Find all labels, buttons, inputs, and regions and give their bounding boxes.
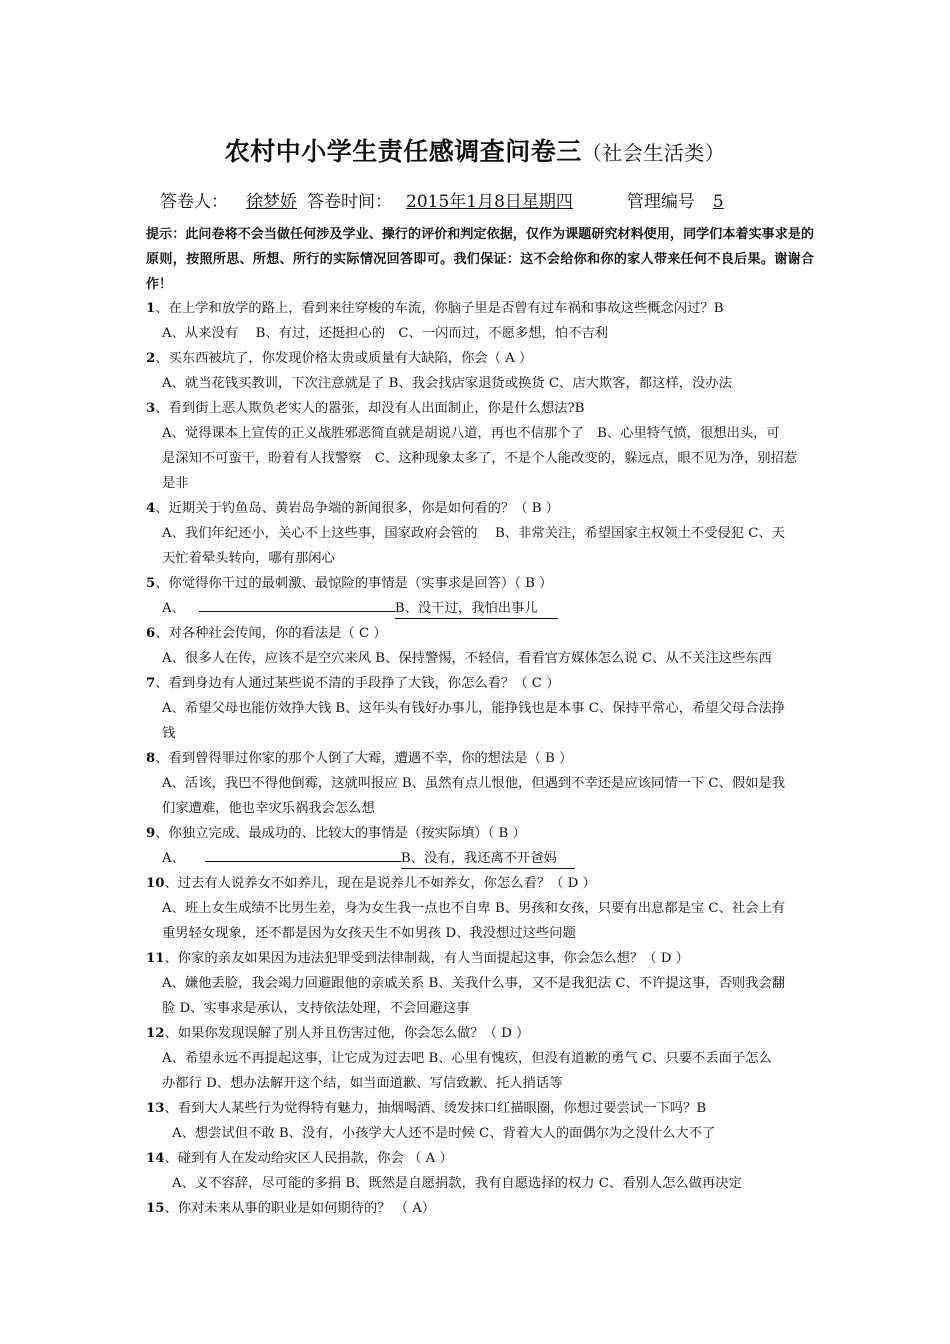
answer-options-12-cont: 办都行 D、想办法解开这个结，如当面道歉、写信致歉、托人捎话等 <box>162 1076 563 1091</box>
answer-options-9: A、 B、没有，我还离不开爸妈 <box>162 850 575 869</box>
answer-options-7-cont: 钱 <box>162 726 176 741</box>
question-5: 5、你觉得你干过的最刺激、最惊险的事情是（实事求是回答）（ B ） <box>146 576 553 591</box>
question-6: 6、对各种社会传闻，你的看法是（ C ） <box>146 626 387 641</box>
question-15: 15、你对未来从事的职业是如何期待的？ （ A） <box>146 1201 436 1216</box>
question-1: 1、在上学和放学的路上，看到来往穿梭的车流，你脑子里是否曾有过车祸和事故这些概念闪过？B <box>146 301 724 316</box>
answer-options-7: A、希望父母也能仿效挣大钱 B、这年头有钱好办事儿，能挣钱也是本事 C、保持平常心，希望父母合法挣 <box>162 701 786 716</box>
question-13: 13、看到大人某些行为觉得特有魅力，抽烟喝酒、烫发抹口红描眼圈，你想过要尝试一下吗？B <box>146 1101 707 1116</box>
question-8: 8、看到曾得罪过你家的那个人倒了大霉，遭遇不幸，你的想法是（ B ） <box>146 751 573 766</box>
answer-options-10-cont: 重男轻女现象，还不都是因为女孩天生不如男孩 D、我没想过这些问题 <box>162 926 576 941</box>
answer-options-4: A、我们年纪还小，关心不上这些事，国家政府会管的 B、非常关注，希望国家主权领土不受侵犯 C、天 <box>162 526 786 541</box>
id-label: 管理编号 <box>626 192 695 212</box>
answer-options-3: A、觉得课本上宣传的正义战胜邪恶简直就是胡说八道，再也不信那个了 B、心里特气愤，很想出头，可 <box>162 426 780 441</box>
title-sub: （社会生活类） <box>581 141 726 165</box>
answer-options-13: A、想尝试但不敢 B、没有，小孩学大人还不是时候 C、背着大人的面偶尔为之没什么大不了 <box>172 1126 716 1141</box>
question-12: 12、如果你发现误解了别人并且伤害过他，你会怎么做？（ D ） <box>146 1026 530 1041</box>
question-14: 14、碰到有人在发动给灾区人民捐款，你会 （ A ） <box>146 1151 453 1166</box>
question-3: 3、看到街上恶人欺负老实人的嚣张，却没有人出面制止，你是什么想法?B <box>146 401 585 416</box>
answer-options-5: A、 B、没干过，我怕出事儿 <box>162 600 558 619</box>
question-10: 10、过去有人说养女不如养儿，现在是说养儿不如养女，你怎么看？（ D ） <box>146 876 596 891</box>
answer-options-14: A、义不容辞，尽可能的多捐 B、既然是自愿捐款，我有自愿选择的权力 C、看别人怎么做再决定 <box>172 1176 742 1191</box>
question-9: 9、你独立完成、最成功的、比较大的事情是（按实际填）（ B ） <box>146 826 526 841</box>
answer-options-3-cont2: 是非 <box>162 476 189 491</box>
answer-options-8: A、活该，我巴不得他倒霉，这就叫报应 B、虽然有点儿恨他，但遇到不幸还是应该同情一下 C、假如是我 <box>162 776 786 791</box>
answer-time: 2015年1月8日星期四 <box>406 192 573 212</box>
question-2: 2、买东西被坑了，你发现价格太贵或质量有大缺陷，你会（ A ） <box>146 351 533 366</box>
answer-options-4-cont: 天忙着晕头转向，哪有那闲心 <box>162 551 335 566</box>
answer-options-11-cont: 脸 D、实事求是承认，支持依法处理，不会回避这事 <box>162 1001 470 1016</box>
title-main: 农村中小学生责任感调查问卷三 <box>224 137 582 166</box>
answer-options-6: A、很多人在传，应该不是空穴来风 B、保持警惕，不轻信，看看官方媒体怎么说 C、从不关注这些东西 <box>162 651 772 666</box>
question-11: 11、你家的亲友如果因为违法犯罪受到法律制裁，有人当面提起这事，你会怎么想？（ D ） <box>146 951 689 966</box>
answer-options-2: A、就当花钱买教训，下次注意就是了 B、我会找店家退货或换货 C、店大欺客，都这样，没办法 <box>162 376 732 391</box>
answer-options-10: A、班上女生成绩不比男生差，身为女生我一点也不自卑 B、男孩和女孩，只要有出息都是宝 C、社会上有 <box>162 901 786 916</box>
answer-options-8-cont: 们家遭难，他也幸灾乐祸我会怎么想 <box>162 801 375 816</box>
management-id: 5 <box>712 192 724 212</box>
answer-options-12: A、希望永远不再提起这事，让它成为过去吧 B、心里有愧疚，但没有道歉的勇气 C、只要不丢面子怎么 <box>162 1051 772 1066</box>
hint-paragraph: 提示：此问卷将不会当做任何涉及学业、操行的评价和判定依据，仅作为课题研究材料使用，同学们本着实事求是的原则，按照所思、所想、所行的实际情况回答即可。我们保证：这不会给你和你的家人带来任何不良后果。谢谢合作！ <box>146 227 814 292</box>
fill-blank[interactable] <box>205 861 401 862</box>
respondent-info <box>160 187 744 212</box>
answer-options-3-cont: 是深知不可蛮干，盼着有人找警察 C、这种现象太多了，不是个人能改变的，躲远点，眼不见为净，别招惹 <box>162 451 798 466</box>
fill-blank[interactable] <box>199 611 395 612</box>
answer-options-1: A、从来没有 B、有过，还挺担心的 C、一闪而过，不愿多想，怕不吉利 <box>162 326 608 341</box>
answer-options-11: A、嫌他丢脸，我会竭力回避跟他的亲戚关系 B、关我什么事，又不是我犯法 C、不许提这事，否则我会翻 <box>162 976 786 991</box>
question-7: 7、看到身边有人通过某些说不清的手段挣了大钱，你怎么看？（ C ） <box>146 676 560 691</box>
time-label: 答卷时间： <box>307 192 392 212</box>
question-4: 4、近期关于钓鱼岛、黄岩岛争端的新闻很多，你是如何看的？（ B ） <box>146 501 560 516</box>
answer-b-underlined: B、没干过，我怕出事儿 <box>395 600 558 619</box>
page-title <box>0 132 950 168</box>
respondent-name: 徐梦娇 <box>246 192 297 212</box>
answer-b-underlined: B、没有，我还离不开爸妈 <box>401 850 575 869</box>
respondent-label: 答卷人： <box>160 192 228 212</box>
